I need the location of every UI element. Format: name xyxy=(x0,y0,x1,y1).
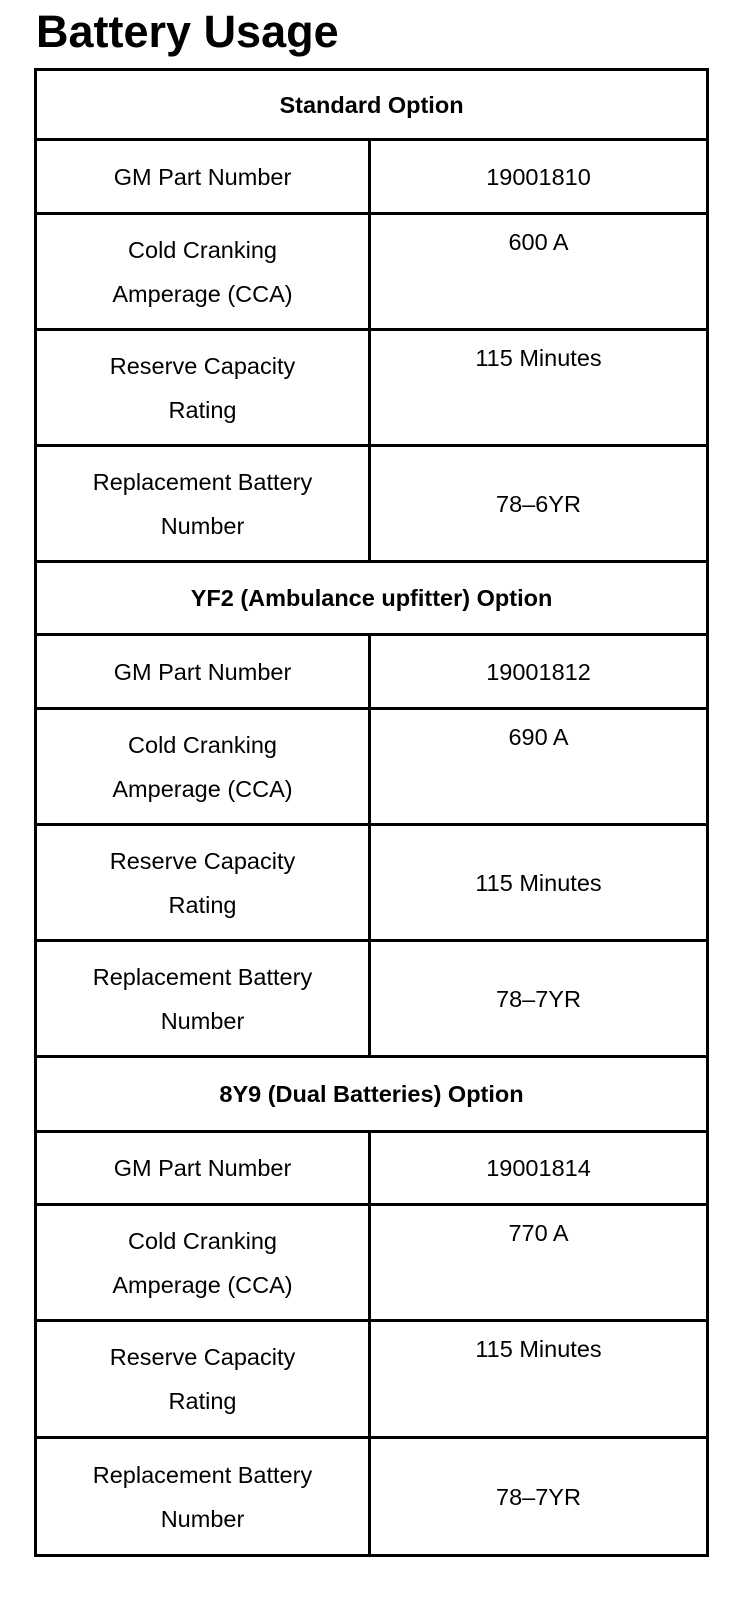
row-label-line: Amperage (CCA) xyxy=(112,775,293,802)
row-label-line: Reserve Capacity xyxy=(109,352,296,379)
row-label xyxy=(36,1321,370,1438)
table-row xyxy=(36,635,708,709)
table-row xyxy=(36,709,708,825)
table-row xyxy=(36,825,708,941)
table-row xyxy=(36,1321,708,1438)
table-row xyxy=(36,1205,708,1321)
row-label-line: Number xyxy=(160,1505,245,1532)
row-value: 78–7YR xyxy=(370,941,708,1057)
row-value: 600 A xyxy=(370,214,708,330)
row-label xyxy=(36,825,370,941)
row-label-line: Number xyxy=(160,1007,245,1034)
row-label xyxy=(36,330,370,446)
row-label-line: Replacement Battery xyxy=(92,1461,313,1488)
section-header-row xyxy=(36,562,708,635)
row-label-line: Reserve Capacity xyxy=(109,847,296,874)
row-value: 78–6YR xyxy=(370,446,708,562)
row-label xyxy=(36,1205,370,1321)
row-value: 115 Minutes xyxy=(370,330,708,446)
row-label: GM Part Number xyxy=(36,635,370,709)
row-value: 115 Minutes xyxy=(370,1321,708,1438)
row-label-line: Cold Cranking xyxy=(128,236,277,263)
section-heading: 8Y9 (Dual Batteries) Option xyxy=(36,1057,708,1132)
row-label-line: Replacement Battery xyxy=(92,963,313,990)
row-value: 690 A xyxy=(370,709,708,825)
section-heading: Standard Option xyxy=(36,70,708,140)
row-label-line: Amperage (CCA) xyxy=(112,280,293,307)
row-label-line: Rating xyxy=(168,1388,237,1414)
row-label-line: Cold Cranking xyxy=(128,731,277,758)
page-title: Battery Usage xyxy=(36,6,339,57)
row-label: GM Part Number xyxy=(36,1132,370,1205)
table-row xyxy=(36,330,708,446)
section-header-row xyxy=(36,1057,708,1132)
row-value: 19001810 xyxy=(370,140,708,214)
row-label xyxy=(36,214,370,330)
row-label-line: Amperage (CCA) xyxy=(112,1271,293,1298)
row-label-line: Number xyxy=(160,512,245,539)
table-row xyxy=(36,140,708,214)
row-label-line: Cold Cranking xyxy=(128,1227,277,1254)
row-value: 19001814 xyxy=(370,1132,708,1205)
row-label-line: Reserve Capacity xyxy=(109,1344,296,1370)
row-label-line: Rating xyxy=(168,891,237,918)
row-value: 115 Minutes xyxy=(370,825,708,941)
table-row xyxy=(36,941,708,1057)
section-header-row xyxy=(36,70,708,140)
row-label xyxy=(36,1438,370,1556)
row-value: 78–7YR xyxy=(370,1438,708,1556)
row-value: 770 A xyxy=(370,1205,708,1321)
battery-usage-table xyxy=(34,68,709,1557)
row-label xyxy=(36,709,370,825)
table-row xyxy=(36,1132,708,1205)
row-label: GM Part Number xyxy=(36,140,370,214)
table-row xyxy=(36,446,708,562)
row-label-line: Replacement Battery xyxy=(92,468,313,495)
row-value: 19001812 xyxy=(370,635,708,709)
row-label xyxy=(36,446,370,562)
row-label-line: Rating xyxy=(168,396,237,423)
table-row xyxy=(36,1438,708,1556)
table-row xyxy=(36,214,708,330)
section-heading: YF2 (Ambulance upfitter) Option xyxy=(36,562,708,635)
row-label xyxy=(36,941,370,1057)
